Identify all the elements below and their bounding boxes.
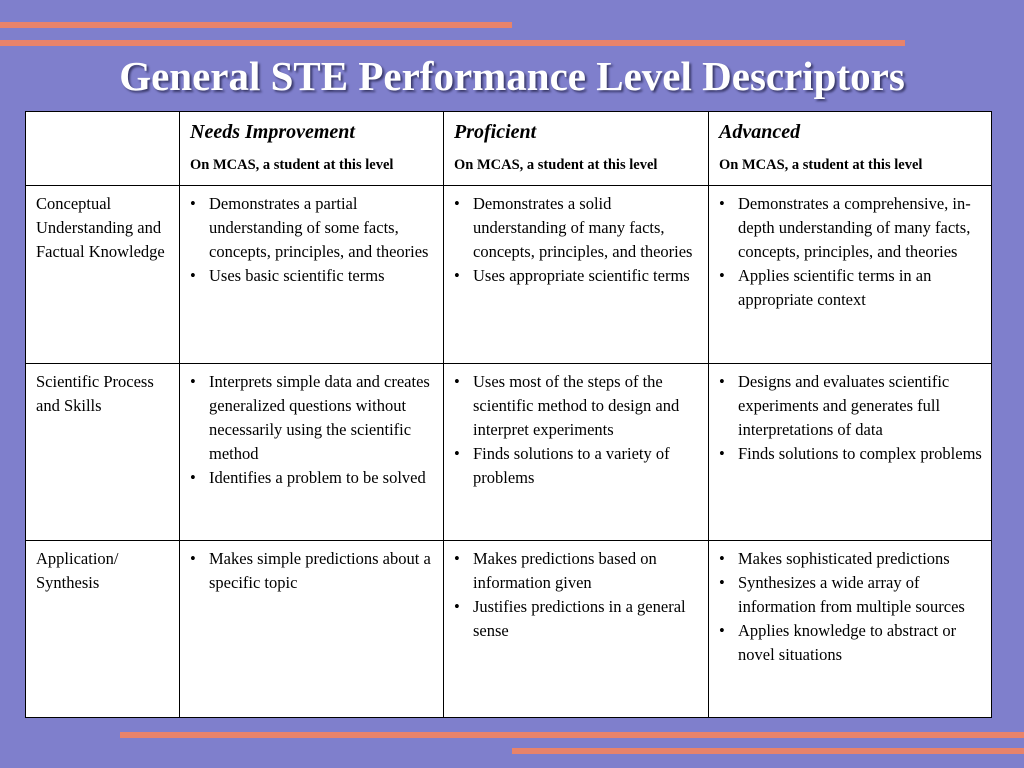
list-item xyxy=(190,466,435,490)
bullet-icon: • xyxy=(719,372,725,391)
column-header-proficient xyxy=(444,112,709,186)
bottom-stripe-1 xyxy=(120,732,1024,738)
list-item xyxy=(190,547,435,595)
bullet-icon: • xyxy=(190,549,196,568)
level-name: Proficient xyxy=(454,121,537,143)
list-item xyxy=(190,192,435,264)
list-item-text: Makes simple predictions about a specific topic xyxy=(209,549,431,592)
row-header: Conceptual Understanding and Factual Knowledge xyxy=(26,186,180,364)
list-item-text: Uses appropriate scientific terms xyxy=(473,266,690,285)
list-item-text: Interprets simple data and creates generalized questions without necessarily using the scientific method xyxy=(209,372,430,463)
table-row xyxy=(26,541,992,718)
bullet-icon: • xyxy=(454,549,460,568)
level-subtitle: On MCAS, a student at this level xyxy=(719,157,923,173)
descriptor-cell xyxy=(709,364,992,541)
list-item xyxy=(454,192,700,264)
table-row xyxy=(26,186,992,364)
bullet-icon: • xyxy=(719,549,725,568)
bullet-icon: • xyxy=(454,194,460,213)
bullet-icon: • xyxy=(719,573,725,592)
list-item xyxy=(454,547,700,595)
descriptor-cell xyxy=(444,541,709,718)
top-stripe-2 xyxy=(0,40,905,46)
top-stripe-1 xyxy=(0,22,512,28)
list-item-text: Synthesizes a wide array of information from multiple sources xyxy=(738,573,965,616)
bullet-icon: • xyxy=(454,444,460,463)
descriptor-cell xyxy=(444,364,709,541)
list-item xyxy=(719,547,983,571)
row-header: Application/ Synthesis xyxy=(26,541,180,718)
list-item-text: Identifies a problem to be solved xyxy=(209,468,426,487)
descriptor-list xyxy=(454,547,700,643)
list-item xyxy=(454,595,700,643)
list-item xyxy=(719,571,983,619)
descriptor-list xyxy=(719,192,983,312)
bullet-icon: • xyxy=(190,468,196,487)
list-item-text: Demonstrates a partial understanding of some facts, concepts, principles, and theories xyxy=(209,194,429,261)
list-item xyxy=(719,442,983,466)
slide-title: General STE Performance Level Descriptors xyxy=(119,53,905,99)
list-item xyxy=(454,370,700,442)
bullet-icon: • xyxy=(719,194,725,213)
descriptor-cell xyxy=(709,541,992,718)
list-item-text: Uses basic scientific terms xyxy=(209,266,385,285)
level-name: Needs Improvement xyxy=(190,121,355,143)
descriptor-cell xyxy=(180,541,444,718)
column-header-needs-improvement xyxy=(180,112,444,186)
bullet-icon: • xyxy=(719,266,725,285)
level-subtitle: On MCAS, a student at this level xyxy=(190,157,394,173)
bullet-icon: • xyxy=(719,621,725,640)
descriptor-list xyxy=(454,192,700,288)
header-row xyxy=(26,112,992,186)
list-item-text: Applies scientific terms in an appropriate context xyxy=(738,266,932,309)
list-item-text: Makes predictions based on information given xyxy=(473,549,657,592)
row-header: Scientific Process and Skills xyxy=(26,364,180,541)
descriptor-list xyxy=(719,547,983,667)
list-item xyxy=(190,264,435,288)
column-header-advanced xyxy=(709,112,992,186)
bullet-icon: • xyxy=(719,444,725,463)
list-item-text: Uses most of the steps of the scientific method to design and interpret experiments xyxy=(473,372,680,439)
descriptor-cell xyxy=(180,186,444,364)
list-item-text: Demonstrates a comprehensive, in-depth understanding of many facts, concepts, principles, and theories xyxy=(738,194,971,261)
level-name: Advanced xyxy=(719,121,801,143)
table-row xyxy=(26,364,992,541)
descriptor-list xyxy=(190,547,435,595)
list-item xyxy=(190,370,435,466)
bullet-icon: • xyxy=(454,597,460,616)
bullet-icon: • xyxy=(454,372,460,391)
bullet-icon: • xyxy=(190,372,196,391)
bullet-icon: • xyxy=(190,266,196,285)
descriptor-cell xyxy=(709,186,992,364)
bullet-icon: • xyxy=(454,266,460,285)
descriptor-list xyxy=(454,370,700,490)
descriptor-list xyxy=(190,192,435,288)
descriptor-cell xyxy=(180,364,444,541)
descriptor-list xyxy=(190,370,435,490)
bullet-icon: • xyxy=(190,194,196,213)
bottom-stripe-2 xyxy=(512,748,1024,754)
list-item-text: Finds solutions to complex problems xyxy=(738,444,982,463)
descriptor-table xyxy=(25,111,992,718)
list-item-text: Makes sophisticated predictions xyxy=(738,549,950,568)
list-item xyxy=(454,264,700,288)
list-item-text: Designs and evaluates scientific experiments and generates full interpretations of data xyxy=(738,372,950,439)
list-item xyxy=(719,619,983,667)
list-item-text: Demonstrates a solid understanding of many facts, concepts, principles, and theories xyxy=(473,194,693,261)
list-item-text: Justifies predictions in a general sense xyxy=(473,597,686,640)
list-item-text: Finds solutions to a variety of problems xyxy=(473,444,670,487)
level-subtitle: On MCAS, a student at this level xyxy=(454,157,658,173)
descriptor-list xyxy=(719,370,983,466)
list-item xyxy=(719,264,983,312)
list-item-text: Applies knowledge to abstract or novel situations xyxy=(738,621,957,664)
list-item xyxy=(719,192,983,264)
list-item xyxy=(719,370,983,442)
descriptor-cell xyxy=(444,186,709,364)
corner-cell xyxy=(26,112,180,186)
list-item xyxy=(454,442,700,490)
